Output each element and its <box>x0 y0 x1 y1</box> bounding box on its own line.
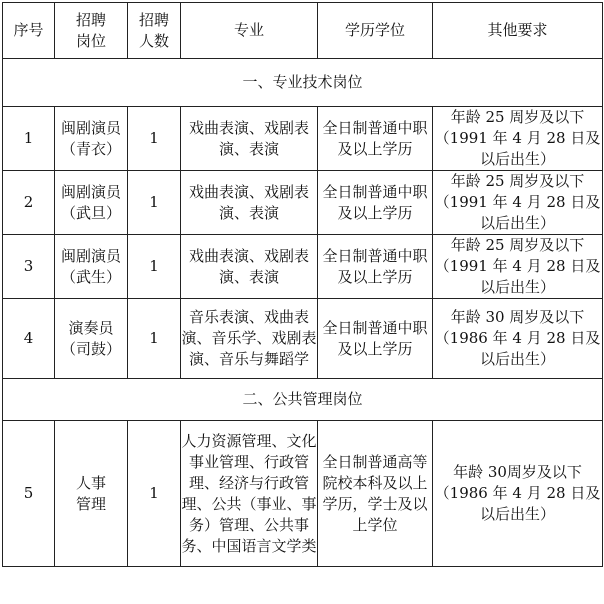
cell-major: 戏曲表演、戏剧表演、表演 <box>181 235 318 299</box>
cell-other: 年龄 30 周岁及以下（1986 年 4 月 28 日及以后出生） <box>433 299 603 379</box>
header-major: 专业 <box>181 3 318 59</box>
table-row <box>3 235 603 299</box>
cell-other: 年龄 25 周岁及以下（1991 年 4 月 28 日及以后出生） <box>433 171 603 235</box>
cell-other: 年龄 25 周岁及以下（1991 年 4 月 28 日及以后出生） <box>433 235 603 299</box>
table-row <box>3 107 603 171</box>
header-row <box>3 3 603 59</box>
cell-count: 1 <box>128 171 181 235</box>
cell-education: 全日制普通中职及以上学历 <box>318 235 433 299</box>
cell-count: 1 <box>128 299 181 379</box>
cell-major: 音乐表演、戏曲表演、音乐学、戏剧表演、音乐与舞蹈学 <box>181 299 318 379</box>
cell-education: 全日制普通高等院校本科及以上学历，学士及以上学位 <box>318 421 433 567</box>
section-row <box>3 59 603 107</box>
recruitment-table <box>2 2 603 567</box>
section-title: 一、专业技术岗位 <box>3 59 603 107</box>
header-other: 其他要求 <box>433 3 603 59</box>
cell-seq: 2 <box>3 171 55 235</box>
cell-major: 戏曲表演、戏剧表演、表演 <box>181 107 318 171</box>
section-title: 二、公共管理岗位 <box>3 379 603 421</box>
header-position: 招聘 岗位 <box>55 3 128 59</box>
header-seq: 序号 <box>3 3 55 59</box>
cell-position: 闽剧演员 （武生） <box>55 235 128 299</box>
cell-education: 全日制普通中职及以上学历 <box>318 107 433 171</box>
cell-major: 戏曲表演、戏剧表演、表演 <box>181 171 318 235</box>
cell-count: 1 <box>128 107 181 171</box>
table-row <box>3 299 603 379</box>
cell-other: 年龄 25 周岁及以下（1991 年 4 月 28 日及以后出生） <box>433 107 603 171</box>
table-row <box>3 421 603 567</box>
cell-major: 人力资源管理、文化事业管理、行政管理、经济与行政管理、公共（事业、事务）管理、公共事务、中国语言文学类 <box>181 421 318 567</box>
cell-position: 闽剧演员 （武旦） <box>55 171 128 235</box>
table-row <box>3 171 603 235</box>
cell-count: 1 <box>128 235 181 299</box>
cell-count: 1 <box>128 421 181 567</box>
section-row <box>3 379 603 421</box>
cell-position: 人事 管理 <box>55 421 128 567</box>
header-education: 学历学位 <box>318 3 433 59</box>
cell-education: 全日制普通中职及以上学历 <box>318 171 433 235</box>
cell-seq: 5 <box>3 421 55 567</box>
cell-other: 年龄 30周岁及以下（1986 年 4 月 28 日及以后出生） <box>433 421 603 567</box>
cell-seq: 3 <box>3 235 55 299</box>
cell-seq: 1 <box>3 107 55 171</box>
cell-position: 闽剧演员 （青衣） <box>55 107 128 171</box>
header-count: 招聘 人数 <box>128 3 181 59</box>
cell-education: 全日制普通中职及以上学历 <box>318 299 433 379</box>
cell-seq: 4 <box>3 299 55 379</box>
cell-position: 演奏员 （司鼓） <box>55 299 128 379</box>
